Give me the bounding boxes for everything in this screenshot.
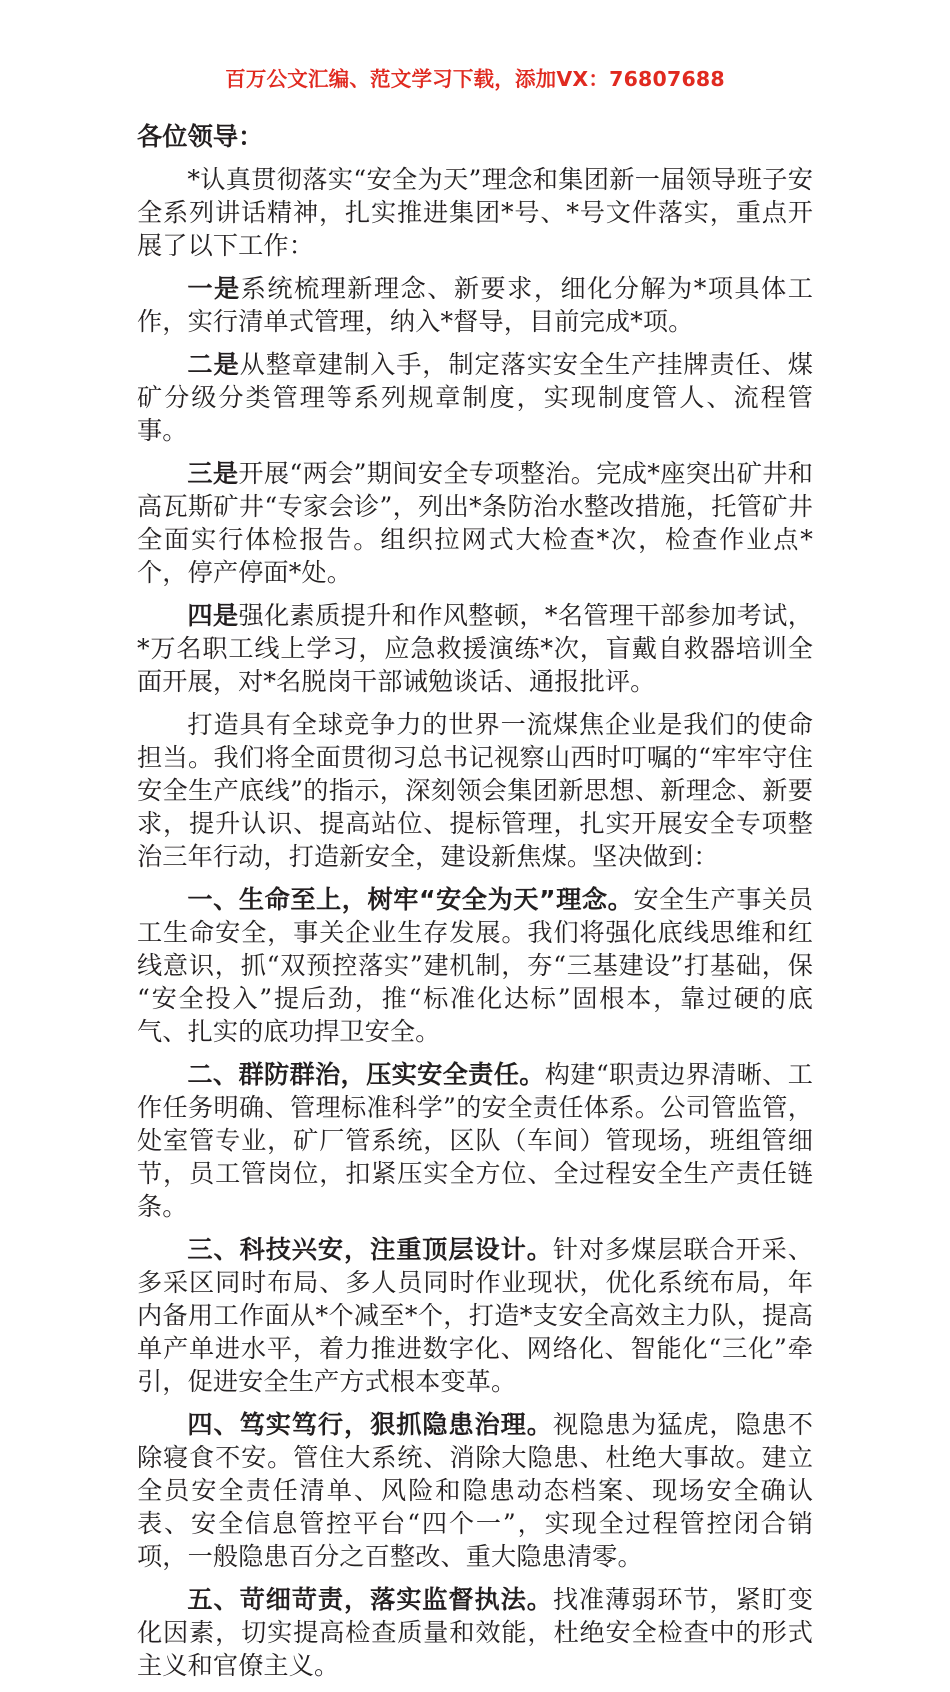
paragraph-mission (137, 708, 813, 873)
paragraph-text: 强化素质提升和作风整顿，*名管理干部参加考试，*万名职工线上学习，应急救援演练*次，盲戴自救器培训全面开展，对*名脱岗干部诫勉谈话、通报批评。 (137, 601, 813, 696)
paragraph-text: 针对多煤层联合开采、多采区同时布局、多人员同时作业现状，优化系统布局，年内备用工作面从*个减至*个，打造*支安全高效主力队，提高单产单进水平，着力推进数字化、网络化、智能化“三化”牵引，促进安全生产方式根本变革。 (137, 1235, 814, 1396)
paragraph-lead: 一是 (187, 274, 241, 303)
paragraph-item-1 (137, 272, 813, 338)
document-body (137, 120, 813, 1692)
paragraph-lead: 三是 (187, 459, 239, 488)
section-heading: 一、生命至上，树牢“安全为天”理念。 (187, 885, 634, 914)
salutation: 各位领导： (137, 122, 264, 151)
paragraph-text: 构建“职责边界清晰、工作任务明确、管理标准科学”的安全责任体系。公司管监管，处室管专业，矿厂管系统，区队（车间）管现场，班组管细节，员工管岗位，扣紧压实全方位、全过程安全生产责任链条。 (137, 1060, 813, 1221)
paragraph-lead: 二是 (187, 350, 240, 379)
paragraph-text: 视隐患为猛虎，隐患不除寝食不安。管住大系统、消除大隐患、杜绝大事故。建立全员安全责任清单、风险和隐患动态档案、现场安全确认表、安全信息管控平台“四个一”，实现全过程管控闭合销项，一般隐患百分之百整改、重大隐患清零。 (137, 1410, 814, 1571)
paragraph-item-4 (137, 599, 813, 698)
paragraph-text: 安全生产事关员工生命安全，事关企业生存发展。我们将强化底线思维和红线意识，抓“双预控落实”建机制，夯“三基建设”打基础，保“安全投入”提后劲，推“标准化达标”固根本，靠过硬的底气、扎实的底功捍卫安全。 (137, 885, 813, 1046)
paragraph-section-2 (137, 1058, 813, 1223)
paragraph-item-2 (137, 348, 813, 447)
paragraph-lead: 四是 (187, 601, 239, 630)
paragraph-text: 系统梳理新理念、新要求，细化分解为*项具体工作，实行清单式管理，纳入*督导，目前完成*项。 (137, 274, 813, 336)
paragraph-text: 开展“两会”期间安全专项整治。完成*座突出矿井和高瓦斯矿井“专家会诊”，列出*条防治水整改措施，托管矿井全面实行体检报告。组织拉网式大检查*次，检查作业点*个，停产停面*处。 (137, 459, 814, 587)
paragraph-section-1 (137, 883, 813, 1048)
paragraph-section-5 (137, 1583, 813, 1682)
paragraph-text: 打造具有全球竞争力的世界一流煤焦企业是我们的使命担当。我们将全面贯彻习总书记视察山西时叮嘱的“牢牢守住安全生产底线”的指示，深刻领会集团新思想、新理念、新要求，提升认识、提高站位、提标管理，扎实开展安全专项整治三年行动，打造新安全，建设新焦煤。坚决做到： (137, 710, 813, 871)
paragraph-section-3 (137, 1233, 813, 1398)
paragraph-text: 从整章建制入手，制定落实安全生产挂牌责任、煤矿分级分类管理等系列规章制度，实现制度管人、流程管事。 (137, 350, 813, 445)
promo-banner: 百万公文汇编、范文学习下载，添加VX：76807688 (225, 67, 725, 91)
paragraph-text: 找准薄弱环节，紧盯变化因素，切实提高检查质量和效能，杜绝安全检查中的形式主义和官僚主义。 (137, 1585, 814, 1680)
paragraph-text: *认真贯彻落实“安全为天”理念和集团新一届领导班子安全系列讲话精神，扎实推进集团*号、*号文件落实，重点开展了以下工作： (137, 165, 813, 260)
paragraph-intro (137, 163, 813, 262)
section-heading: 四、笃实笃行，狠抓隐患治理。 (187, 1410, 553, 1439)
paragraph-item-3 (137, 457, 813, 589)
section-heading: 三、科技兴安，注重顶层设计。 (187, 1235, 553, 1264)
section-heading: 五、苛细苛责，落实监督执法。 (187, 1585, 553, 1614)
section-heading: 二、群防群治，压实安全责任。 (187, 1060, 545, 1089)
paragraph-section-4 (137, 1408, 813, 1573)
